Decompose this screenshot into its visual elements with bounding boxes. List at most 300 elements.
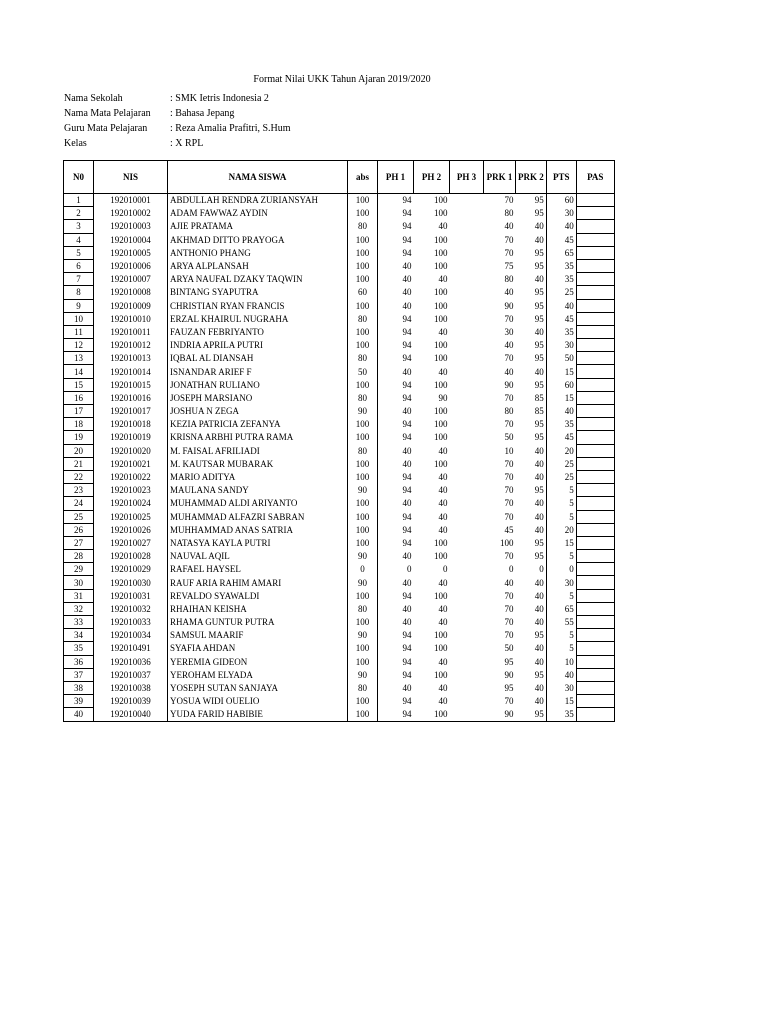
col-nama-siswa-cell: RHAMA GUNTUR PUTRA <box>168 616 348 629</box>
col-prk1-cell: 70 <box>504 472 514 483</box>
col-pts-cell: 60 <box>546 378 576 391</box>
col-nama-siswa-cell: M. KAUTSAR MUBARAK <box>168 457 348 470</box>
col-prk1-cell: 70 <box>504 419 514 430</box>
col-pas-cell <box>576 576 614 589</box>
col-pts-cell: 40 <box>546 220 576 233</box>
col-ph2-cell: 100 <box>434 313 448 324</box>
col-abs-cell: 100 <box>348 695 378 708</box>
col-nama-siswa-cell: KRISNA ARBHI PUTRA RAMA <box>168 431 348 444</box>
col-ph2-cell: 40 <box>438 445 448 456</box>
col-no-cell: 14 <box>64 365 94 378</box>
info-value: : X RPL <box>170 138 204 149</box>
col-ph3-cell <box>450 207 484 220</box>
col-ph1-cell: 40 <box>402 551 412 562</box>
col-ph1-cell: 40 <box>402 300 412 311</box>
col-pts-cell: 25 <box>546 457 576 470</box>
col-pts-cell: 40 <box>546 668 576 681</box>
col-ph3-cell <box>450 470 484 483</box>
col-prk1-cell: 90 <box>484 708 516 721</box>
table-row <box>64 523 615 536</box>
table-row <box>64 273 615 286</box>
table-row <box>64 418 615 431</box>
table-row <box>64 365 615 378</box>
col-ph1-cell: 94 <box>402 656 412 667</box>
col-prk2-cell: 95 <box>534 537 544 548</box>
col-ph2-cell: 100 <box>434 353 448 364</box>
table-row <box>64 629 615 642</box>
col-pas-cell <box>576 391 614 404</box>
col-nis-cell: 192010003 <box>94 220 168 233</box>
table-row <box>64 484 615 497</box>
table-row <box>64 563 615 576</box>
col-prk2-cell: 40 <box>534 366 544 377</box>
col-prk2-cell: 95 <box>534 261 544 272</box>
col-prk1-cell: 70 <box>504 696 514 707</box>
col-ph2-cell: 100 <box>434 590 448 601</box>
col-nis-cell: 192010006 <box>94 259 168 272</box>
col-prk1-cell: 75 <box>504 261 514 272</box>
col-pts-cell: 5 <box>546 484 576 497</box>
col-prk1-cell: 70 <box>504 485 514 496</box>
table-row <box>64 655 615 668</box>
col-pts-cell: 35 <box>546 273 576 286</box>
col-nis-cell: 192010025 <box>94 510 168 523</box>
col-abs-cell: 60 <box>348 286 378 299</box>
col-prk1-cell: 70 <box>504 590 514 601</box>
col-abs-cell: 80 <box>348 444 378 457</box>
col-prk1-cell: 70 <box>504 313 514 324</box>
col-pas-cell <box>576 378 614 391</box>
col-ph2-cell: 40 <box>438 366 448 377</box>
col-ph2-cell: 100 <box>434 419 448 430</box>
col-abs-cell: 100 <box>348 510 378 523</box>
col-prk2-cell: 95 <box>534 247 544 258</box>
col-ph1-cell: 94 <box>402 195 412 206</box>
col-ph3-cell <box>450 457 484 470</box>
col-ph1-cell: 40 <box>402 274 412 285</box>
col-pas-cell <box>576 708 614 721</box>
col-nama-siswa-cell: IQBAL AL DIANSAH <box>168 352 348 365</box>
col-pts-cell: 0 <box>546 563 576 576</box>
col-nis-cell: 192010022 <box>94 470 168 483</box>
col-pas-cell <box>576 668 614 681</box>
col-nis-cell: 192010017 <box>94 405 168 418</box>
col-pas-cell <box>576 536 614 549</box>
col-no-cell: 29 <box>64 563 94 576</box>
table-row <box>64 339 615 352</box>
col-prk1-cell: 70 <box>504 551 514 562</box>
col-abs-cell: 100 <box>348 418 378 431</box>
col-pas-cell <box>576 233 614 246</box>
col-nama-siswa-cell: NATASYA KAYLA PUTRI <box>168 536 348 549</box>
col-ph2-cell: 100 <box>434 551 448 562</box>
col-abs-cell: 100 <box>348 273 378 286</box>
col-prk1-cell: 10 <box>504 445 514 456</box>
col-ph3-cell <box>450 259 484 272</box>
col-prk1-cell: 40 <box>504 287 514 298</box>
col-ph3-cell <box>450 273 484 286</box>
col-pas-cell <box>576 207 614 220</box>
col-no-cell: 35 <box>64 642 94 655</box>
col-abs-cell: 100 <box>348 536 378 549</box>
col-abs-cell: 100 <box>348 207 378 220</box>
col-no-cell: 30 <box>64 576 94 589</box>
col-nama-siswa-cell: MUHAMMAD ALDI ARIYANTO <box>168 497 348 510</box>
col-no-cell: 20 <box>64 444 94 457</box>
col-ph2-cell: 100 <box>434 234 448 245</box>
col-prk1-cell: 70 <box>504 353 514 364</box>
col-pts-cell: 5 <box>546 510 576 523</box>
col-ph1-cell: 94 <box>402 419 412 430</box>
col-pts-cell: 65 <box>546 246 576 259</box>
col-prk2-cell: 40 <box>534 472 544 483</box>
col-prk1-cell: 70 <box>504 498 514 509</box>
col-prk2-cell: 40 <box>534 590 544 601</box>
col-ph1-cell: 94 <box>402 485 412 496</box>
col-abs-cell: 90 <box>348 484 378 497</box>
col-nama-siswa-cell: ARYA ALPLANSAH <box>168 259 348 272</box>
col-prk1-cell: 80 <box>504 406 514 417</box>
col-prk2-cell: 40 <box>534 603 544 614</box>
col-pas-cell <box>576 550 614 563</box>
col-nis-cell: 192010033 <box>94 616 168 629</box>
col-abs-cell: 100 <box>348 299 378 312</box>
col-no-cell: 28 <box>64 550 94 563</box>
col-prk1-cell: 40 <box>504 366 514 377</box>
col-ph2-cell: 40 <box>438 603 448 614</box>
col-abs-cell: 80 <box>348 352 378 365</box>
col-prk1-cell: 70 <box>504 195 514 206</box>
table-row <box>64 299 615 312</box>
col-nis-cell: 192010038 <box>94 681 168 694</box>
table-row <box>64 431 615 444</box>
col-prk1-header: PRK 1 <box>484 161 516 194</box>
table-row <box>64 536 615 549</box>
col-ph1-cell: 94 <box>378 708 414 721</box>
col-nama-siswa-cell: M. FAISAL AFRILIADI <box>168 444 348 457</box>
col-no-cell: 8 <box>64 286 94 299</box>
col-no-cell: 25 <box>64 510 94 523</box>
col-ph3-cell <box>450 325 484 338</box>
col-ph1-cell: 40 <box>402 498 412 509</box>
col-abs-cell: 80 <box>348 312 378 325</box>
info-value: : Reza Amalia Prafitri, S.Hum <box>170 123 291 134</box>
col-no-cell: 31 <box>64 589 94 602</box>
table-row <box>64 246 615 259</box>
col-nis-cell: 192010013 <box>94 352 168 365</box>
col-nis-cell: 192010015 <box>94 378 168 391</box>
col-ph1-cell: 40 <box>402 261 412 272</box>
col-nis-cell: 192010026 <box>94 523 168 536</box>
col-prk1-cell: 45 <box>504 524 514 535</box>
col-prk1-cell: 95 <box>504 656 514 667</box>
col-pts-cell: 50 <box>546 352 576 365</box>
col-pts-cell: 30 <box>546 207 576 220</box>
col-no-cell: 18 <box>64 418 94 431</box>
col-prk1-cell: 50 <box>504 643 514 654</box>
col-prk1-cell: 95 <box>504 683 514 694</box>
col-ph3-cell <box>450 668 484 681</box>
col-abs-cell: 80 <box>348 220 378 233</box>
col-nama-siswa-cell: YEREMIA GIDEON <box>168 655 348 668</box>
col-pas-cell <box>576 365 614 378</box>
info-row <box>64 106 291 121</box>
col-nama-siswa-cell: YOSUA WIDI OUELIO <box>168 695 348 708</box>
col-no-cell: 2 <box>64 207 94 220</box>
col-pts-cell: 40 <box>546 299 576 312</box>
col-pas-cell <box>576 497 614 510</box>
col-ph3-cell <box>450 497 484 510</box>
col-nis-cell: 192010007 <box>94 273 168 286</box>
col-abs-cell: 100 <box>348 194 378 207</box>
col-ph1-header: PH 1 <box>378 161 414 194</box>
col-prk1-cell: 30 <box>504 326 514 337</box>
col-prk1-cell: 50 <box>504 432 514 443</box>
col-abs-cell: 90 <box>348 550 378 563</box>
col-abs-cell: 50 <box>348 365 378 378</box>
col-prk1-cell: 70 <box>504 458 514 469</box>
col-pas-cell <box>576 655 614 668</box>
col-no-cell: 4 <box>64 233 94 246</box>
col-pts-cell: 5 <box>546 497 576 510</box>
col-prk2-cell: 95 <box>534 630 544 641</box>
col-pts-cell: 15 <box>546 391 576 404</box>
col-prk2-cell: 95 <box>534 669 544 680</box>
col-ph1-cell: 94 <box>402 696 412 707</box>
col-ph3-cell <box>450 510 484 523</box>
col-nama-siswa-cell: ADAM FAWWAZ AYDIN <box>168 207 348 220</box>
col-nama-siswa-cell: ARYA NAUFAL DZAKY TAQWIN <box>168 273 348 286</box>
col-pts-cell: 25 <box>546 286 576 299</box>
col-no-cell: 19 <box>64 431 94 444</box>
table-row <box>64 286 615 299</box>
col-ph3-cell <box>450 536 484 549</box>
col-pts-header: PTS <box>546 161 576 194</box>
col-no-cell: 21 <box>64 457 94 470</box>
col-ph1-cell: 40 <box>402 287 412 298</box>
col-prk2-cell: 95 <box>534 195 544 206</box>
col-nis-cell: 192010031 <box>94 589 168 602</box>
col-ph1-cell: 40 <box>402 445 412 456</box>
col-prk2-cell: 40 <box>534 643 544 654</box>
col-pas-cell <box>576 695 614 708</box>
col-abs-cell: 100 <box>348 616 378 629</box>
col-pas-cell <box>576 629 614 642</box>
col-abs-cell: 100 <box>348 642 378 655</box>
col-pts-cell: 45 <box>546 431 576 444</box>
table-row <box>64 550 615 563</box>
col-ph1-cell: 40 <box>402 603 412 614</box>
col-prk1-cell: 70 <box>504 630 514 641</box>
col-no-cell: 16 <box>64 391 94 404</box>
col-ph2-cell: 40 <box>438 577 448 588</box>
col-ph1-cell: 94 <box>402 326 412 337</box>
col-nama-siswa-cell: ABDULLAH RENDRA ZURIANSYAH <box>168 194 348 207</box>
col-no-cell: 38 <box>64 681 94 694</box>
col-pts-cell: 35 <box>546 418 576 431</box>
col-prk2-cell: 95 <box>534 340 544 351</box>
info-row <box>64 136 291 151</box>
info-row <box>64 91 291 106</box>
col-ph2-cell: 40 <box>438 683 448 694</box>
col-abs-cell: 80 <box>348 681 378 694</box>
col-nis-cell: 192010029 <box>94 563 168 576</box>
col-ph2-cell: 40 <box>438 221 448 232</box>
table-row <box>64 194 615 207</box>
col-pts-cell: 5 <box>546 629 576 642</box>
col-ph3-cell <box>450 563 484 576</box>
col-ph1-cell: 40 <box>402 406 412 417</box>
col-abs-cell: 100 <box>348 708 378 721</box>
col-nama-siswa-cell: RAUF ARIA RAHIM AMARI <box>168 576 348 589</box>
col-ph2-cell: 100 <box>434 287 448 298</box>
col-pts-cell: 60 <box>546 194 576 207</box>
col-ph3-cell <box>450 616 484 629</box>
info-value: : Bahasa Jepang <box>170 108 235 119</box>
col-ph2-cell: 100 <box>434 300 448 311</box>
col-nama-siswa-cell: ERZAL KHAIRUL NUGRAHA <box>168 312 348 325</box>
col-no-cell: 17 <box>64 405 94 418</box>
table-row <box>64 681 615 694</box>
col-ph1-cell: 94 <box>402 340 412 351</box>
col-prk1-cell: 90 <box>504 300 514 311</box>
col-nama-siswa-cell: AJIE PRATAMA <box>168 220 348 233</box>
col-pts-cell: 15 <box>546 536 576 549</box>
col-prk2-cell: 40 <box>534 326 544 337</box>
col-nama-siswa-cell: SYAFIA AHDAN <box>168 642 348 655</box>
col-ph1-cell: 94 <box>402 247 412 258</box>
col-ph1-cell: 40 <box>402 577 412 588</box>
col-ph1-cell: 94 <box>402 524 412 535</box>
col-nama-siswa-cell: BINTANG SYAPUTRA <box>168 286 348 299</box>
col-nis-header: NIS <box>94 161 168 194</box>
table-row <box>64 312 615 325</box>
col-nis-cell: 192010036 <box>94 655 168 668</box>
col-abs-cell: 90 <box>348 576 378 589</box>
col-ph3-cell <box>450 365 484 378</box>
table-row <box>64 642 615 655</box>
col-prk1-cell: 70 <box>504 392 514 403</box>
col-prk2-cell: 40 <box>534 498 544 509</box>
col-no-cell: 7 <box>64 273 94 286</box>
col-ph2-cell: 100 <box>434 379 448 390</box>
col-prk1-cell: 40 <box>504 221 514 232</box>
col-prk1-cell: 90 <box>504 669 514 680</box>
col-pas-cell <box>576 523 614 536</box>
col-ph1-cell: 0 <box>407 564 412 575</box>
col-pas-cell <box>576 418 614 431</box>
col-ph3-header: PH 3 <box>450 161 484 194</box>
col-pts-cell: 25 <box>546 470 576 483</box>
col-ph2-cell: 40 <box>438 617 448 628</box>
col-abs-cell: 100 <box>348 378 378 391</box>
col-ph1-cell: 40 <box>402 683 412 694</box>
col-pts-cell: 20 <box>546 444 576 457</box>
col-nama-siswa-cell: ISNANDAR ARIEF F <box>168 365 348 378</box>
col-nama-siswa-cell: JONATHAN RULIANO <box>168 378 348 391</box>
col-ph3-cell <box>450 550 484 563</box>
col-abs-cell: 100 <box>348 233 378 246</box>
col-no-cell: 36 <box>64 655 94 668</box>
col-ph3-cell <box>450 378 484 391</box>
col-ph1-cell: 94 <box>402 208 412 219</box>
col-no-cell: 24 <box>64 497 94 510</box>
col-pas-cell <box>576 681 614 694</box>
col-ph3-cell <box>450 418 484 431</box>
col-no-cell: 6 <box>64 259 94 272</box>
col-ph1-cell: 94 <box>402 669 412 680</box>
col-no-cell: 27 <box>64 536 94 549</box>
col-ph3-cell <box>450 444 484 457</box>
col-ph1-cell: 94 <box>402 353 412 364</box>
col-ph1-cell: 94 <box>402 511 412 522</box>
col-pts-cell: 30 <box>546 576 576 589</box>
col-ph1-cell: 94 <box>402 221 412 232</box>
col-pas-cell <box>576 273 614 286</box>
table-row <box>64 259 615 272</box>
col-ph2-header: PH 2 <box>414 161 450 194</box>
col-no-cell: 32 <box>64 602 94 615</box>
col-nis-cell: 192010027 <box>94 536 168 549</box>
table-row <box>64 207 615 220</box>
col-abs-cell: 100 <box>348 523 378 536</box>
col-ph1-cell: 40 <box>402 617 412 628</box>
col-prk2-cell: 95 <box>534 353 544 364</box>
col-nis-cell: 192010005 <box>94 246 168 259</box>
col-no-cell: 26 <box>64 523 94 536</box>
col-pts-cell: 30 <box>546 681 576 694</box>
col-nama-siswa-cell: MUHAMMAD ALFAZRI SABRAN <box>168 510 348 523</box>
grades-table <box>63 160 615 722</box>
col-prk2-cell: 85 <box>534 392 544 403</box>
col-abs-cell: 100 <box>348 246 378 259</box>
col-prk2-cell: 95 <box>534 419 544 430</box>
table-row <box>64 497 615 510</box>
col-ph1-cell: 40 <box>402 458 412 469</box>
col-nama-siswa-cell: JOSEPH MARSIANO <box>168 391 348 404</box>
col-nis-cell: 192010008 <box>94 286 168 299</box>
header-row <box>64 161 615 194</box>
col-no-cell: 3 <box>64 220 94 233</box>
col-ph2-cell: 100 <box>434 643 448 654</box>
col-prk2-cell: 95 <box>534 379 544 390</box>
col-prk1-cell: 70 <box>504 511 514 522</box>
col-no-cell: 33 <box>64 616 94 629</box>
col-prk2-cell: 40 <box>534 656 544 667</box>
col-no-header: N0 <box>64 161 94 194</box>
sheet-title: Format Nilai UKK Tahun Ajaran 2019/2020 <box>253 74 431 85</box>
col-nama-siswa-cell: NAUVAL AQIL <box>168 550 348 563</box>
col-abs-cell: 100 <box>348 655 378 668</box>
col-nama-siswa-header: NAMA SISWA <box>168 161 348 194</box>
col-abs-cell: 80 <box>348 602 378 615</box>
col-pts-cell: 15 <box>546 365 576 378</box>
col-no-cell: 11 <box>64 325 94 338</box>
col-pas-cell <box>576 457 614 470</box>
col-prk2-header: PRK 2 <box>516 161 547 194</box>
table-row <box>64 602 615 615</box>
col-pts-cell: 5 <box>546 642 576 655</box>
col-ph2-cell: 40 <box>438 656 448 667</box>
col-prk2-cell: 40 <box>534 221 544 232</box>
col-no-cell: 5 <box>64 246 94 259</box>
col-no-cell: 1 <box>64 194 94 207</box>
col-pas-cell <box>576 484 614 497</box>
col-prk2-cell: 95 <box>534 551 544 562</box>
col-nis-cell: 192010037 <box>94 668 168 681</box>
col-abs-cell: 100 <box>348 589 378 602</box>
col-pas-cell <box>576 352 614 365</box>
